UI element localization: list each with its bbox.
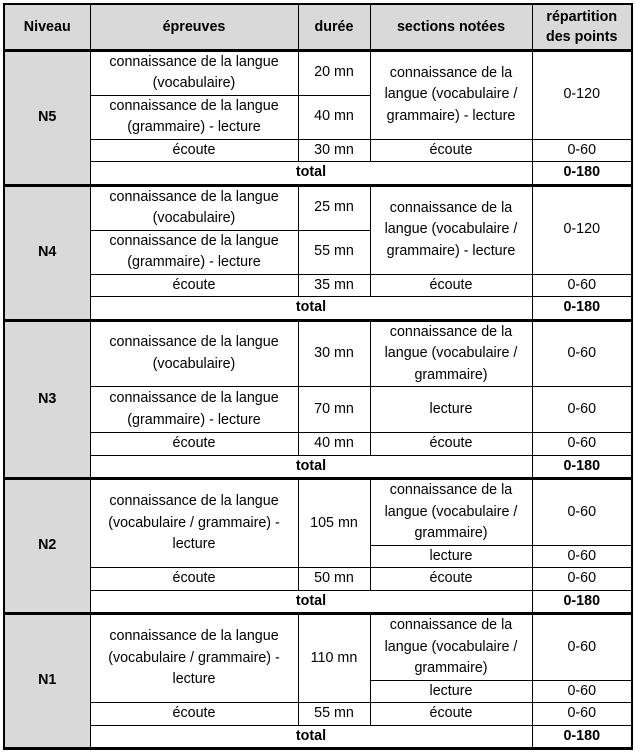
duree-cell: 105 mn <box>298 479 370 568</box>
jlpt-scoring-table <box>3 3 633 750</box>
points-cell: 0-60 <box>532 320 632 387</box>
section-cell: connaissance de la langue (vocabulaire / grammaire) - lecture <box>370 50 532 139</box>
table-row <box>4 139 632 162</box>
points-cell: 0-60 <box>532 433 632 456</box>
epreuve-cell: écoute <box>90 703 298 726</box>
table-row <box>4 614 632 681</box>
total-row <box>4 297 632 321</box>
epreuve-cell: connaissance de la langue (vocabulaire / grammaire) - lecture <box>90 479 298 568</box>
points-cell: 0-60 <box>532 545 632 568</box>
total-row <box>4 590 632 614</box>
duree-cell: 35 mn <box>298 274 370 297</box>
total-value: 0-180 <box>532 455 632 479</box>
points-cell: 0-60 <box>532 568 632 591</box>
epreuve-cell: connaissance de la langue (grammaire) - lecture <box>90 230 298 274</box>
total-row <box>4 162 632 186</box>
section-cell: écoute <box>370 568 532 591</box>
total-value: 0-180 <box>532 725 632 749</box>
level-group-n3 <box>4 320 632 479</box>
epreuve-cell: connaissance de la langue (vocabulaire) <box>90 50 298 95</box>
table-row <box>4 387 632 433</box>
header-sections: sections notées <box>370 4 532 50</box>
duree-cell: 110 mn <box>298 614 370 703</box>
total-row <box>4 725 632 749</box>
section-cell: écoute <box>370 703 532 726</box>
points-cell: 0-60 <box>532 274 632 297</box>
table-row <box>4 568 632 591</box>
level-group-n1 <box>4 614 632 749</box>
header-epreuves: épreuves <box>90 4 298 50</box>
header-niveau: Niveau <box>4 4 90 50</box>
level-group-n2 <box>4 479 632 614</box>
level-label: N4 <box>4 185 90 320</box>
section-cell: connaissance de la langue (vocabulaire / grammaire) <box>370 479 532 546</box>
table-row <box>4 50 632 95</box>
duree-cell: 55 mn <box>298 230 370 274</box>
duree-cell: 50 mn <box>298 568 370 591</box>
section-cell: connaissance de la langue (vocabulaire / grammaire) <box>370 320 532 387</box>
epreuve-cell: connaissance de la langue (vocabulaire) <box>90 185 298 230</box>
points-cell: 0-120 <box>532 185 632 274</box>
duree-cell: 70 mn <box>298 387 370 433</box>
duree-cell: 30 mn <box>298 320 370 387</box>
total-row <box>4 455 632 479</box>
points-cell: 0-60 <box>532 680 632 703</box>
points-cell: 0-60 <box>532 614 632 681</box>
table-row <box>4 479 632 546</box>
points-cell: 0-60 <box>532 387 632 433</box>
duree-cell: 40 mn <box>298 433 370 456</box>
table-row <box>4 703 632 726</box>
total-value: 0-180 <box>532 162 632 186</box>
duree-cell: 40 mn <box>298 95 370 139</box>
epreuve-cell: connaissance de la langue (vocabulaire) <box>90 320 298 387</box>
level-label: N2 <box>4 479 90 614</box>
section-cell: écoute <box>370 274 532 297</box>
level-label: N1 <box>4 614 90 749</box>
epreuve-cell: écoute <box>90 139 298 162</box>
level-label: N3 <box>4 320 90 479</box>
total-label: total <box>90 455 532 479</box>
total-label: total <box>90 590 532 614</box>
points-cell: 0-60 <box>532 139 632 162</box>
header-repartition: répartition des points <box>532 4 632 50</box>
section-cell: lecture <box>370 545 532 568</box>
duree-cell: 30 mn <box>298 139 370 162</box>
total-value: 0-180 <box>532 297 632 321</box>
header-duree: durée <box>298 4 370 50</box>
table-row <box>4 185 632 230</box>
duree-cell: 25 mn <box>298 185 370 230</box>
section-cell: connaissance de la langue (vocabulaire / grammaire) - lecture <box>370 185 532 274</box>
total-label: total <box>90 162 532 186</box>
points-cell: 0-60 <box>532 479 632 546</box>
level-label: N5 <box>4 50 90 185</box>
level-group-n4 <box>4 185 632 320</box>
points-cell: 0-120 <box>532 50 632 139</box>
points-cell: 0-60 <box>532 703 632 726</box>
duree-cell: 20 mn <box>298 50 370 95</box>
duree-cell: 55 mn <box>298 703 370 726</box>
section-cell: lecture <box>370 680 532 703</box>
epreuve-cell: connaissance de la langue (grammaire) - lecture <box>90 387 298 433</box>
header-row <box>4 4 632 50</box>
level-group-n5 <box>4 50 632 185</box>
epreuve-cell: écoute <box>90 274 298 297</box>
table-row <box>4 320 632 387</box>
table-row <box>4 433 632 456</box>
epreuve-cell: connaissance de la langue (grammaire) - lecture <box>90 95 298 139</box>
total-value: 0-180 <box>532 590 632 614</box>
section-cell: écoute <box>370 433 532 456</box>
section-cell: écoute <box>370 139 532 162</box>
section-cell: connaissance de la langue (vocabulaire / grammaire) <box>370 614 532 681</box>
epreuve-cell: connaissance de la langue (vocabulaire / grammaire) - lecture <box>90 614 298 703</box>
total-label: total <box>90 725 532 749</box>
total-label: total <box>90 297 532 321</box>
epreuve-cell: écoute <box>90 433 298 456</box>
section-cell: lecture <box>370 387 532 433</box>
epreuve-cell: écoute <box>90 568 298 591</box>
table-row <box>4 274 632 297</box>
